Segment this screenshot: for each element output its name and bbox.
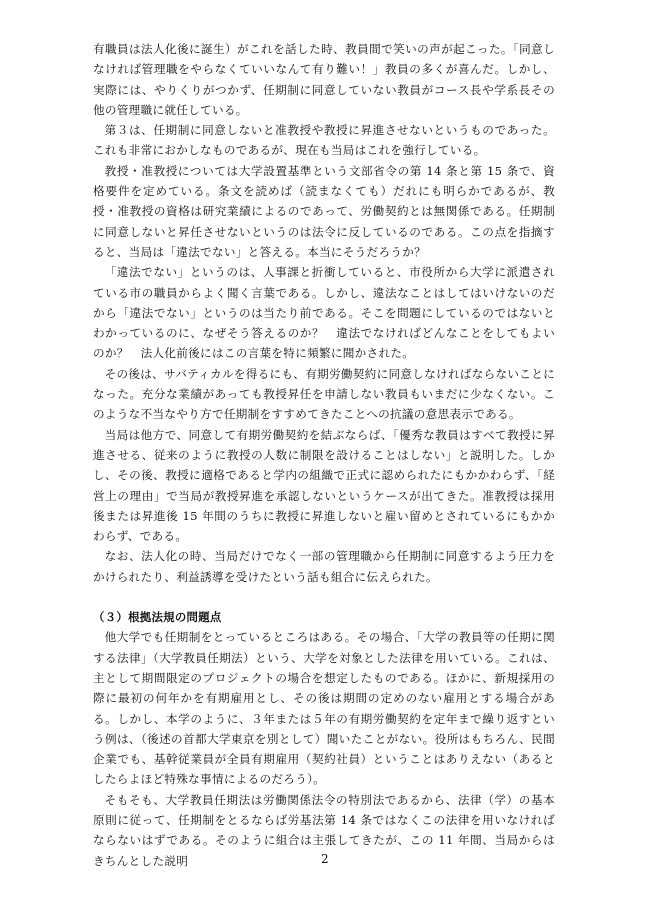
paragraph: 他大学でも任期制をとっているところはある。その場合、「大学の教員等の任期に関する法律」（大学教員任期法）という、大学を対象とした法律を用いている。これは、主として期間限定のプロジェクトの場合を想定したものである。ほかに、新規採用の際に最初の何年かを有期雇用とし、その後は期間の定めのない雇用とする場合がある。しかし、本学のように、３年または５年の有期労働契約を定年まで繰り返すという例は、（後述の首都大学東京を別として）聞いたことがない。役所はもちろん、民間企業でも、基幹従業員が全員有期雇用（契約社員）ということはありえない（あるとしたらよほど特殊な事情によるのだろう）。 [93, 630, 555, 787]
paragraph: その後は、サバティカルを得るにも、有期労働契約に同意しなければならないことになった。充分な業績があっても教授昇任を申請しない教員もいまだに少なくない。このような不当なやり方で任期制をすすめてきたことへの抗議の意思表示である。 [93, 366, 555, 422]
paragraph: 当局は他方で、同意して有期労働契約を結ぶならば、「優秀な教員はすべて教授に昇進させる、従来のように教授の人数に制限を設けることはしない」と説明した。しかし、その後、教授に適格であると学内の組織で正式に認められたにもかかわらず、「経営上の理由」で当局が教授昇進を承認しないというケースが出てきた。准教授は採用後または昇進後 15 年間のうちに教授に昇進しないと雇い留めとされているにもかかわらず、である。 [93, 427, 555, 544]
body-text [93, 39, 555, 871]
paragraph: そもそも、大学教員任期法は労働関係法令の特別法であるから、法律（学）の基本原則に従って、任期制をとるならば労基法第 14 条ではなくこの法律を用いなければならないはずである。そのように組合は主張してきたが、この 11 年間、当局からはきちんとした説明 [93, 792, 555, 868]
paragraph: なお、法人化の時、当局だけでなく一部の管理職から任期制に同意するよう圧力をかけられたり、利益誘導を受けたという話も組合に伝えられた。 [93, 549, 555, 584]
paragraph: 第３は、任期制に同意しないと准教授や教授に昇進させないというものであった。これも非常におかしなものであるが、現在も当局はこれを強行している。 [93, 123, 555, 158]
page-number: 2 [321, 852, 329, 866]
section-heading: （３）根拠法規の問題点 [93, 610, 222, 625]
paragraph: 「違法でない」というのは、人事課と折衝していると、市役所から大学に派遣されている市の職員からよく聞く言葉である。しかし、違法なことはしてはいけないのだから「違法でない」というのは当たり前である。そこを問題にしているのではないとわかっているのに、なぜそう答えるのか？ 違法でなければどんなことをしてもよいのか？ 法人化前後にはこの言葉を特に頻繁に聞かされた。 [93, 265, 555, 361]
paragraph: 有職員は法人化後に誕生）がこれを話した時、教員間で笑いの声が起こった。「同意しなければ管理職をやらなくていいなんて有り難い！」教員の多くが喜んだ。しかし、実際には、やりくりがつかず、任期制に同意していない教員がコース長や学系長その他の管理職に就任している。 [93, 42, 555, 117]
paragraph: 教授・准教授については大学設置基準という文部省令の第 14 条と第 15 条で、資格要件を定めている。条文を読めば（読まなくても）だれにも明らかであるが、教授・准教授の資格は研究業績によるのであって、労働契約とは無関係である。任期制に同意しないと昇任させないというのは法令に反しているのである。この点を指摘すると、当局は「違法でない」と答える。本当にそうだろうか？ [93, 163, 555, 259]
